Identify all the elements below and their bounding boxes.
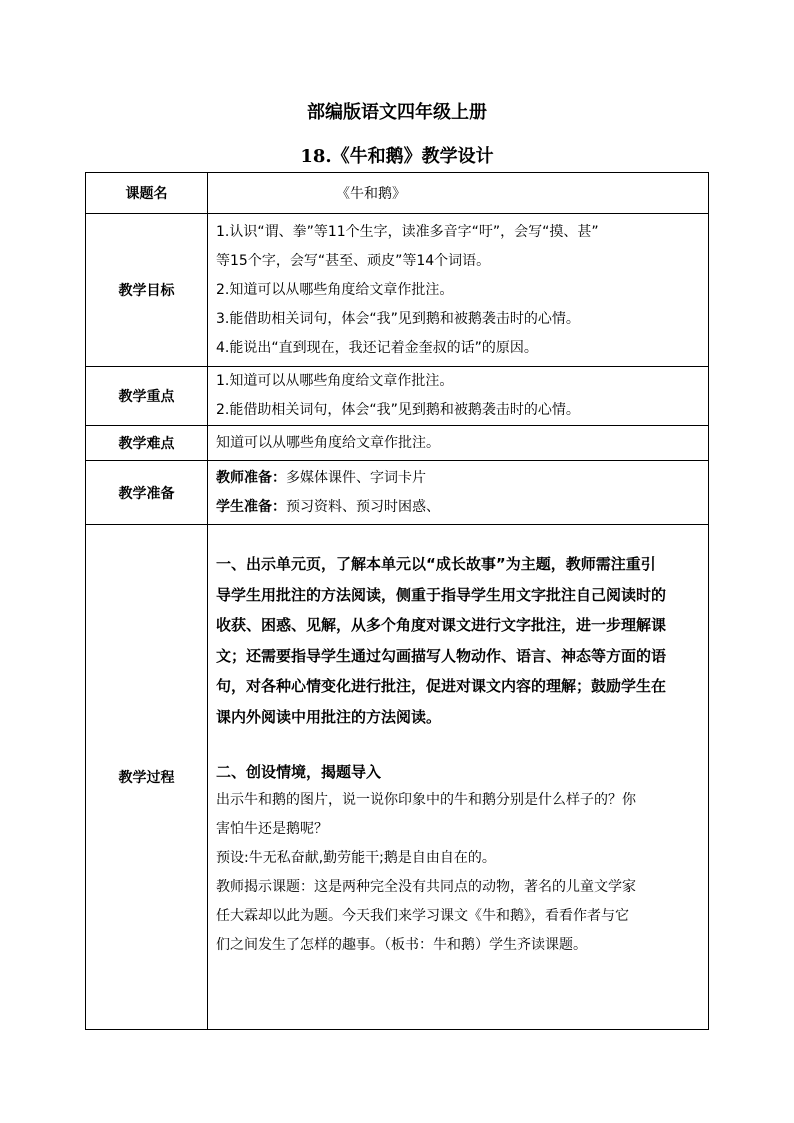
process-line: 课内外阅读中用批注的方法阅读。 — [216, 707, 442, 726]
process-line: 出示牛和鹅的图片，说一说你印象中的牛和鹅分别是什么样子的？你 — [216, 792, 636, 808]
document-title: 部编版语文四年级上册 — [307, 102, 487, 123]
difficulty-cell — [208, 426, 709, 461]
key-point-line: 1.知道可以从哪些角度给文章作批注。 — [216, 373, 454, 389]
lesson-plan-table — [85, 172, 709, 1030]
process-line: 害怕牛还是鹅呢？ — [216, 821, 328, 837]
process-line: 文；还需要指导学生通过勾画描写人物动作、语言、神态等方面的语 — [216, 646, 667, 665]
key-points-label: 教学重点 — [86, 367, 208, 426]
process-line: 们之间发生了怎样的趣事。（板书：牛和鹅）学生齐读课题。 — [216, 937, 587, 953]
key-point-line: 2.能借助相关词句，体会“我”见到鹅和被鹅袭击时的心情。 — [216, 402, 580, 418]
goal-line: 等15个字，会写“甚至、顽皮”等14个词语。 — [216, 252, 491, 269]
difficulty-label: 教学难点 — [86, 426, 208, 461]
process-line: 任大霖却以此为题。今天我们来学习课文《牛和鹅》，看看作者与它 — [216, 908, 629, 924]
topic-cell — [208, 173, 709, 214]
row-goals — [86, 214, 709, 367]
student-prep-label: 学生准备： — [216, 498, 286, 515]
process-line: 教师揭示课题：这是两种完全没有共同点的动物，著名的儿童文学家 — [216, 879, 636, 895]
row-topic — [86, 173, 709, 214]
row-key-points — [86, 367, 709, 426]
process-line: 预设:牛无私奋献,勤劳能干;鹅是自由自在的。 — [216, 850, 496, 866]
goal-line: 1.认识“谓、拳”等11个生字，读准多音字“吁”，会写“摸、甚” — [216, 223, 599, 240]
row-preparation — [86, 461, 709, 525]
preparation-cell — [208, 461, 709, 525]
process-label: 教学过程 — [86, 525, 208, 1030]
process-section-1 — [216, 525, 699, 732]
preparation-label: 教学准备 — [86, 461, 208, 525]
process-line: 句，对各种心情变化进行批注，促进对课文内容的理解；鼓励学生在 — [216, 677, 667, 695]
process-line: 导学生用批注的方法阅读，侧重于指导学生用文字批注自己阅读时的 — [216, 585, 667, 604]
goals-cell — [208, 214, 709, 367]
row-difficulty — [86, 426, 709, 461]
process-section-2-heading: 二、创设情境，揭题导入 — [216, 763, 382, 781]
student-preparation — [216, 493, 699, 522]
process-cell — [208, 525, 709, 1030]
teacher-prep-value: 多媒体课件、字词卡片 — [286, 469, 426, 486]
goal-line: 2.知道可以从哪些角度给文章作批注。 — [216, 281, 454, 298]
process-line: 收获、困惑、见解，从多个角度对课文进行文字批注，进一步理解课 — [216, 616, 667, 634]
lesson-title: 18.《牛和鹅》教学设计 — [300, 146, 494, 167]
topic-value: 《牛和鹅》 — [336, 186, 406, 202]
key-points-cell — [208, 367, 709, 426]
goal-line: 4.能说出“直到现在，我还记着金奎叔的话”的原因。 — [216, 339, 538, 356]
process-line: 一、出示单元页，了解本单元以“成长故事”为主题，教师需注重引 — [216, 555, 656, 573]
topic-label: 课题名 — [86, 173, 208, 214]
student-prep-value: 预习资料、预习时困惑、 — [286, 498, 440, 515]
teacher-prep-label: 教师准备： — [216, 469, 286, 486]
row-process — [86, 525, 709, 1030]
process-section-2 — [216, 786, 699, 960]
goal-line: 3.能借助相关词句，体会“我”见到鹅和被鹅袭击时的心情。 — [216, 310, 580, 327]
difficulty-value: 知道可以从哪些角度给文章作批注。 — [216, 434, 440, 451]
goals-label: 教学目标 — [86, 214, 208, 367]
teacher-preparation — [216, 464, 699, 493]
